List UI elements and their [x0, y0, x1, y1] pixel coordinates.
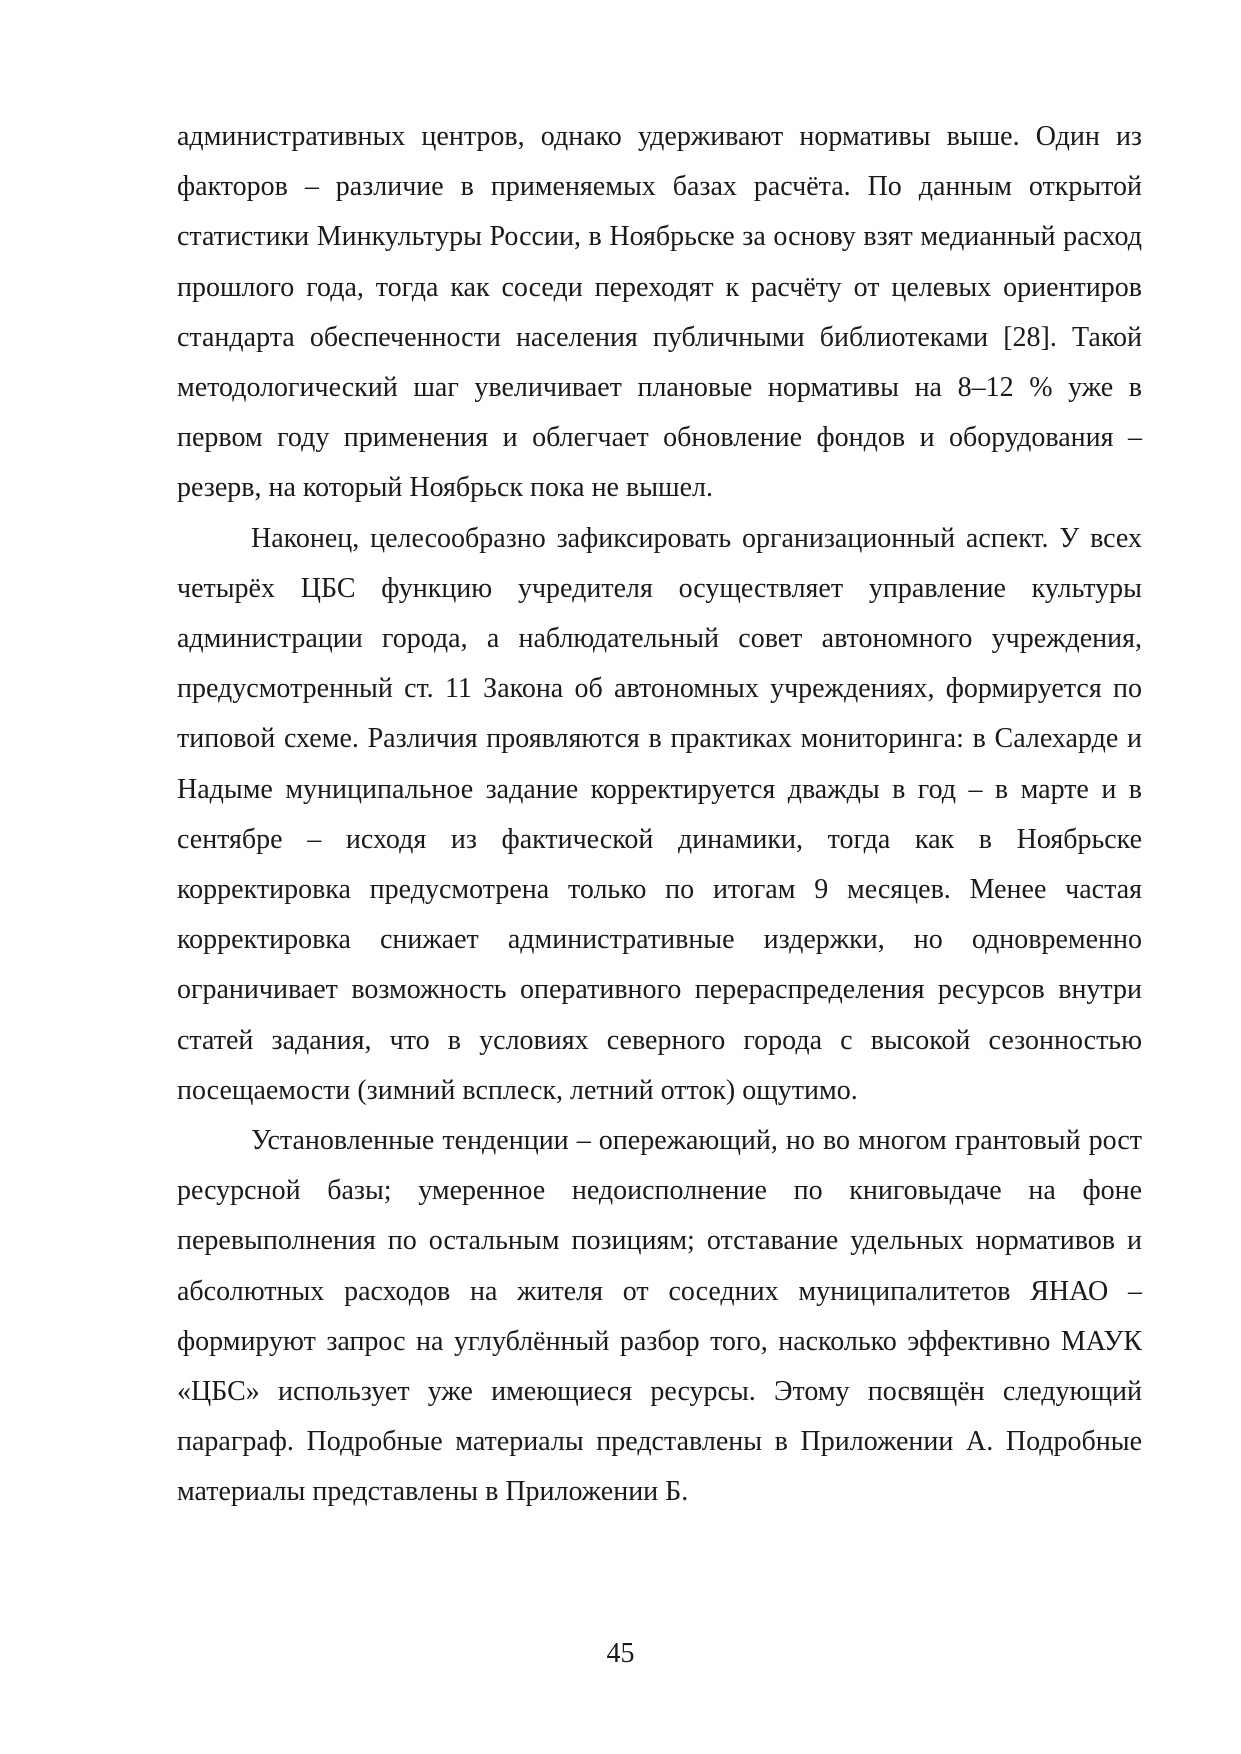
paragraph-continuation: административных центров, однако удерживают нормативы выше. Один из факторов – различие в применяемых базах расчёта. По данным открытой статистики Минкультуры России, в Ноябрьске за основу взят медианный расход прошлого года, тогда как соседи переходят к расчёту от целевых ориентиров стандарта обеспеченности населения публичными библиотеками [28]. Такой методологический шаг увеличивает плановые нормативы на 8–12 % уже в первом году применения и облегчает обновление фондов и оборудования – резерв, на который Ноябрьск пока не вышел. — [177, 121, 1142, 504]
paragraph-conclusion: Установленные тенденции – опережающий, но во многом грантовый рост ресурсной базы; умеренное недоисполнение по книговыдаче на фоне перевыполнения по остальным позициям; отставание удельных нормативов и абсолютных расходов на жителя от соседних муниципалитетов ЯНАО – формируют запрос на углублённый разбор того, насколько эффективно МАУК «ЦБС» использует уже имеющиеся ресурсы. Этому посвящён следующий параграф. Подробные материалы представлены в Приложении А. Подробные материалы представлены в Приложении Б. — [177, 1125, 1142, 1508]
page-number: 45 — [606, 1638, 635, 1669]
body-text — [177, 112, 1142, 1518]
paragraph-organizational-aspect: Наконец, целесообразно зафиксировать организационный аспект. У всех четырёх ЦБС функцию учредителя осуществляет управление культуры администрации города, а наблюдательный совет автономного учреждения, предусмотренный ст. 11 Закона об автономных учреждениях, формируется по типовой схеме. Различия проявляются в практиках мониторинга: в Салехарде и Надыме муниципальное задание корректируется дважды в год – в марте и в сентябре – исходя из фактической динамики, тогда как в Ноябрьске корректировка предусмотрена только по итогам 9 месяцев. Менее частая корректировка снижает административные издержки, но одновременно ограничивает возможность оперативного перераспределения ресурсов внутри статей задания, что в условиях северного города с высокой сезонностью посещаемости (зимний всплеск, летний отток) ощутимо. — [177, 522, 1142, 1106]
